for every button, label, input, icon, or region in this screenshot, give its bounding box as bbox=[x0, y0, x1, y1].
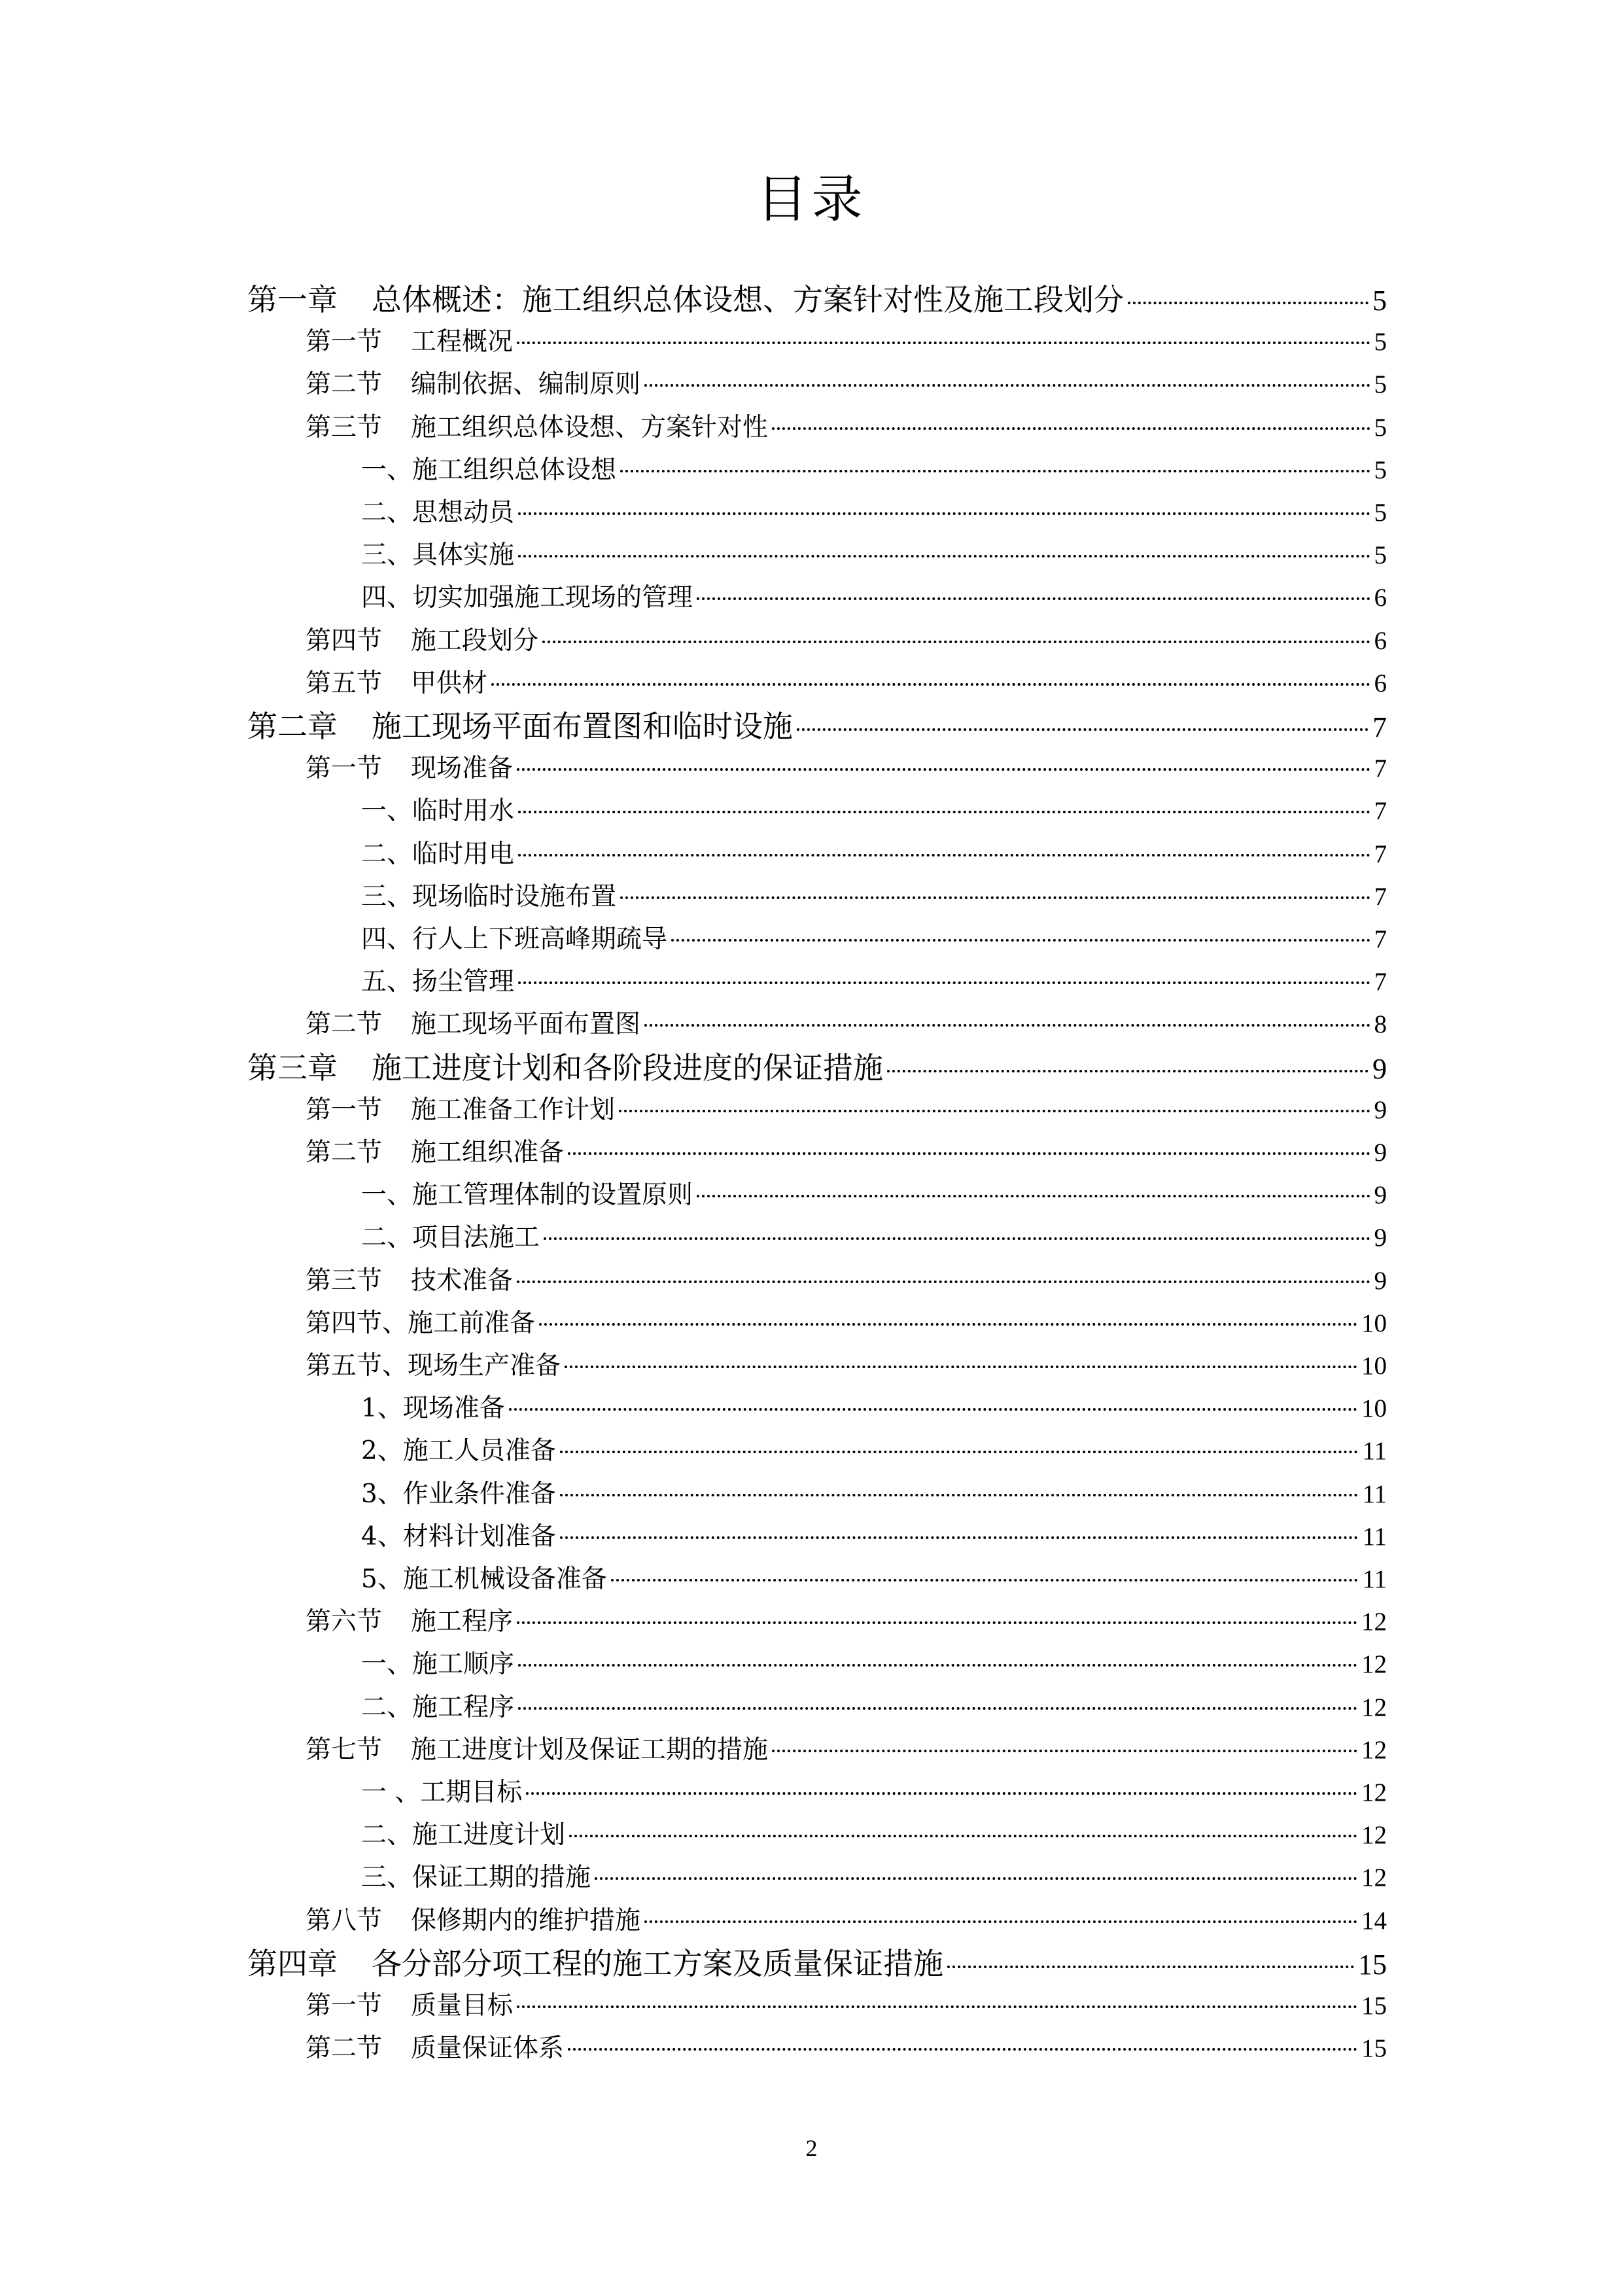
toc-entry-page: 7 bbox=[1374, 925, 1387, 953]
toc-entry-title: 二、临时用电 bbox=[361, 839, 515, 869]
dot-leader bbox=[560, 1494, 1359, 1496]
toc-entry-page: 9 bbox=[1374, 1267, 1387, 1295]
dot-leader bbox=[697, 597, 1370, 600]
toc-entry-title: 施工组织总体设想、方案针对性 bbox=[411, 413, 769, 442]
toc-entry-page: 12 bbox=[1361, 1736, 1387, 1764]
toc-entry-title: 施工进度计划及保证工期的措施 bbox=[411, 1735, 769, 1765]
toc-section[interactable] bbox=[305, 323, 1387, 362]
dot-leader bbox=[887, 1070, 1369, 1072]
toc-entry-title: 二、施工进度计划 bbox=[361, 1820, 566, 1850]
toc-section[interactable] bbox=[305, 1347, 1387, 1386]
toc-entry-page: 5 bbox=[1374, 499, 1387, 527]
toc-entry-page: 12 bbox=[1361, 1778, 1387, 1807]
toc-entry-page: 12 bbox=[1361, 1693, 1387, 1722]
toc-entry-title: 技术准备 bbox=[411, 1266, 514, 1296]
toc-entry-page: 11 bbox=[1362, 1523, 1387, 1551]
dot-leader bbox=[595, 1877, 1357, 1880]
toc-chapter[interactable] bbox=[247, 280, 1387, 319]
dot-leader bbox=[542, 641, 1370, 643]
toc-entry-title: 2、施工人员准备 bbox=[361, 1436, 556, 1466]
toc-entry-page: 5 bbox=[1374, 456, 1387, 484]
toc-entry-page: 5 bbox=[1374, 414, 1387, 442]
toc-subsection[interactable] bbox=[361, 1389, 1387, 1428]
toc-entry-title: 一 、工期目标 bbox=[361, 1778, 523, 1807]
toc-entry-page: 15 bbox=[1361, 1992, 1387, 2020]
toc-section[interactable] bbox=[305, 622, 1387, 661]
toc-entry-page: 10 bbox=[1361, 1309, 1387, 1337]
toc-subsection[interactable] bbox=[361, 920, 1387, 959]
toc-entry-page: 7 bbox=[1374, 968, 1387, 996]
toc-entry-page: 8 bbox=[1374, 1010, 1387, 1038]
page-number: 2 bbox=[805, 2135, 818, 2161]
toc-entry-title: 五、扬尘管理 bbox=[361, 967, 515, 997]
toc-subsection[interactable] bbox=[361, 835, 1387, 874]
toc-entry-title: 3、作业条件准备 bbox=[361, 1479, 556, 1509]
toc-entry-title: 施工程序 bbox=[411, 1607, 514, 1636]
toc-entry-title: 三、保证工期的措施 bbox=[361, 1863, 591, 1892]
toc-section[interactable] bbox=[305, 408, 1387, 448]
toc-section[interactable] bbox=[305, 1091, 1387, 1130]
dot-leader bbox=[491, 683, 1370, 686]
toc-entry-number: 第三章 bbox=[247, 1050, 338, 1086]
toc-entry-page: 12 bbox=[1361, 1650, 1387, 1678]
toc-entry-page: 10 bbox=[1361, 1394, 1387, 1422]
toc-subsection[interactable] bbox=[361, 1645, 1387, 1684]
toc-entry-page: 5 bbox=[1374, 541, 1387, 569]
toc-entry-page: 12 bbox=[1361, 1821, 1387, 1849]
toc-entry-title: 施工准备工作计划 bbox=[411, 1095, 616, 1125]
toc-entry-title: 1、现场准备 bbox=[361, 1394, 505, 1423]
toc-entry-page: 5 bbox=[1374, 328, 1387, 356]
toc-entry-page: 12 bbox=[1361, 1608, 1387, 1636]
toc-entry-number: 第四节 bbox=[305, 626, 383, 656]
toc-entry-title: 施工现场平面布置图 bbox=[411, 1010, 641, 1039]
toc-entry-page: 10 bbox=[1361, 1352, 1387, 1380]
toc-entry-page: 7 bbox=[1372, 711, 1387, 743]
toc-entry-number: 第三节 bbox=[305, 1266, 383, 1296]
toc-entry-title: 甲供材 bbox=[411, 669, 488, 698]
dot-leader bbox=[644, 1024, 1370, 1027]
toc-entry-page: 9 bbox=[1374, 1139, 1387, 1167]
toc-section[interactable] bbox=[305, 749, 1387, 788]
toc-entry-title: 施工进度计划和各阶段进度的保证措施 bbox=[372, 1050, 883, 1086]
toc-subsection[interactable] bbox=[361, 1176, 1387, 1215]
toc-subsection[interactable] bbox=[361, 1432, 1387, 1471]
toc-entry-title: 三、现场临时设施布置 bbox=[361, 882, 617, 911]
dot-leader bbox=[526, 1792, 1357, 1795]
toc-section[interactable] bbox=[305, 2029, 1387, 2068]
toc-entry-page: 6 bbox=[1374, 584, 1387, 612]
toc-entry-title: 二、施工程序 bbox=[361, 1693, 515, 1722]
dot-leader bbox=[1128, 302, 1369, 304]
toc-entry-title: 第四节、施工前准备 bbox=[305, 1309, 536, 1338]
dot-leader bbox=[569, 1835, 1357, 1837]
toc-entry-title: 四、切实加强施工现场的管理 bbox=[361, 583, 693, 612]
toc-subsection[interactable] bbox=[361, 578, 1387, 618]
dot-leader bbox=[620, 470, 1370, 472]
toc-entry-number: 第一节 bbox=[305, 1095, 383, 1125]
toc-entry-page: 11 bbox=[1362, 1565, 1387, 1593]
toc-entry-number: 第二节 bbox=[305, 2034, 383, 2063]
dot-leader bbox=[568, 2048, 1357, 2051]
dot-leader bbox=[518, 512, 1370, 515]
toc-subsection[interactable] bbox=[361, 792, 1387, 831]
dot-leader bbox=[697, 1195, 1370, 1197]
toc-entry-title: 第五节、现场生产准备 bbox=[305, 1351, 561, 1381]
toc-entry-page: 9 bbox=[1374, 1224, 1387, 1252]
toc-entry-number: 第二章 bbox=[247, 709, 338, 744]
dot-leader bbox=[518, 811, 1370, 813]
dot-leader bbox=[644, 1920, 1357, 1923]
toc-entry-title: 一、临时用水 bbox=[361, 796, 515, 826]
dot-leader bbox=[560, 1536, 1359, 1539]
toc-entry-title: 施工段划分 bbox=[411, 626, 539, 656]
toc-section[interactable] bbox=[305, 1304, 1387, 1343]
toc-entry-number: 第一章 bbox=[247, 282, 338, 317]
toc-entry-title: 一、施工管理体制的设置原则 bbox=[361, 1180, 693, 1210]
dot-leader bbox=[947, 1966, 1354, 1968]
dot-leader bbox=[620, 896, 1370, 899]
toc-entry-page: 7 bbox=[1374, 754, 1387, 783]
dot-leader bbox=[560, 1451, 1359, 1453]
toc-entry-page: 11 bbox=[1362, 1480, 1387, 1508]
toc-entry-number: 第五节 bbox=[305, 669, 383, 698]
toc-entry-number: 第二节 bbox=[305, 1010, 383, 1039]
toc-subsection[interactable] bbox=[361, 1517, 1387, 1557]
toc-entry-title: 三、具体实施 bbox=[361, 540, 515, 570]
toc-subsection[interactable] bbox=[361, 1218, 1387, 1258]
toc-entry-number: 第一节 bbox=[305, 754, 383, 783]
toc-entry-title: 5、施工机械设备准备 bbox=[361, 1564, 607, 1594]
toc-subsection[interactable] bbox=[361, 1858, 1387, 1898]
toc-entry-page: 15 bbox=[1358, 1949, 1387, 1981]
toc-subsection[interactable] bbox=[361, 1816, 1387, 1855]
toc-entry-title: 保修期内的维护措施 bbox=[411, 1906, 641, 1935]
dot-leader bbox=[518, 1707, 1357, 1710]
toc-subsection[interactable] bbox=[361, 493, 1387, 533]
toc-subsection[interactable] bbox=[361, 963, 1387, 1002]
toc-section[interactable] bbox=[305, 1262, 1387, 1301]
dot-leader bbox=[518, 555, 1370, 557]
toc-entry-page: 6 bbox=[1374, 669, 1387, 698]
dot-leader bbox=[772, 427, 1370, 430]
toc-section[interactable] bbox=[305, 1987, 1387, 2026]
dot-leader bbox=[568, 1152, 1370, 1155]
toc-entry-title: 二、思想动员 bbox=[361, 498, 515, 527]
toc-entry-page: 9 bbox=[1374, 1096, 1387, 1124]
toc-section[interactable] bbox=[305, 1005, 1387, 1044]
toc-entry-number: 第七节 bbox=[305, 1735, 383, 1765]
toc-section[interactable] bbox=[305, 1901, 1387, 1941]
toc-subsection[interactable] bbox=[361, 1773, 1387, 1812]
dot-leader bbox=[539, 1323, 1357, 1326]
toc-section[interactable] bbox=[305, 664, 1387, 703]
toc-entry-title: 4、材料计划准备 bbox=[361, 1522, 556, 1551]
toc-entry-number: 第一节 bbox=[305, 327, 383, 357]
toc-section[interactable] bbox=[305, 1731, 1387, 1770]
dot-leader bbox=[517, 342, 1370, 344]
toc-entry-title: 施工现场平面布置图和临时设施 bbox=[372, 709, 793, 744]
toc-entry-number: 第四章 bbox=[247, 1946, 338, 1981]
toc-entry-page: 9 bbox=[1372, 1053, 1387, 1085]
toc-entry-page: 15 bbox=[1361, 2034, 1387, 2062]
page-title: 目录 bbox=[756, 170, 867, 229]
toc-section[interactable] bbox=[305, 1602, 1387, 1642]
toc-entry-page: 7 bbox=[1374, 840, 1387, 868]
dot-leader bbox=[517, 1280, 1370, 1283]
toc-subsection[interactable] bbox=[361, 451, 1387, 490]
toc-subsection[interactable] bbox=[361, 536, 1387, 575]
dot-leader bbox=[611, 1579, 1359, 1581]
toc-entry-title: 质量目标 bbox=[411, 1991, 514, 2021]
toc-entry-title: 质量保证体系 bbox=[411, 2034, 565, 2063]
dot-leader bbox=[797, 728, 1369, 731]
toc-subsection[interactable] bbox=[361, 1688, 1387, 1727]
dot-leader bbox=[619, 1110, 1370, 1112]
toc-entry-page: 5 bbox=[1374, 370, 1387, 398]
toc-entry-title: 编制依据、编制原则 bbox=[411, 370, 641, 399]
toc-entry-number: 第二节 bbox=[305, 370, 383, 399]
toc-entry-title: 二、项目法施工 bbox=[361, 1223, 540, 1252]
toc-entry-page: 11 bbox=[1362, 1437, 1387, 1465]
dot-leader bbox=[517, 1621, 1357, 1624]
dot-leader bbox=[644, 384, 1370, 387]
toc-entry-page: 9 bbox=[1374, 1181, 1387, 1209]
toc-entry-title: 工程概况 bbox=[411, 327, 514, 357]
toc-entry-page: 6 bbox=[1374, 627, 1387, 655]
toc-entry-number: 第六节 bbox=[305, 1607, 383, 1636]
toc-entry-title: 一、施工顺序 bbox=[361, 1650, 515, 1679]
toc-subsection[interactable] bbox=[361, 877, 1387, 917]
dot-leader bbox=[518, 1664, 1357, 1667]
toc-entry-page: 14 bbox=[1361, 1907, 1387, 1935]
dot-leader bbox=[517, 768, 1370, 771]
toc-entry-page: 5 bbox=[1372, 285, 1387, 317]
toc-chapter[interactable] bbox=[247, 707, 1387, 746]
dot-leader bbox=[518, 981, 1370, 984]
toc-chapter[interactable] bbox=[247, 1944, 1387, 1983]
dot-leader bbox=[671, 939, 1370, 942]
toc-entry-title: 一、施工组织总体设想 bbox=[361, 455, 617, 485]
dot-leader bbox=[518, 854, 1370, 857]
toc-entry-title: 施工组织准备 bbox=[411, 1138, 565, 1167]
toc-entry-number: 第一节 bbox=[305, 1991, 383, 2021]
dot-leader bbox=[565, 1366, 1357, 1368]
dot-leader bbox=[772, 1750, 1357, 1752]
toc-section[interactable] bbox=[305, 365, 1387, 404]
toc-chapter[interactable] bbox=[247, 1048, 1387, 1087]
toc-entry-page: 12 bbox=[1361, 1863, 1387, 1892]
toc-entry-title: 四、行人上下班高峰期疏导 bbox=[361, 925, 668, 954]
toc-entry-page: 7 bbox=[1374, 797, 1387, 825]
dot-leader bbox=[517, 2005, 1357, 2008]
toc-entry-page: 7 bbox=[1374, 883, 1387, 911]
toc-entry-number: 第三节 bbox=[305, 413, 383, 442]
toc-subsection[interactable] bbox=[361, 1475, 1387, 1514]
toc-entry-title: 总体概述：施工组织总体设想、方案针对性及施工段划分 bbox=[372, 282, 1124, 317]
toc-subsection[interactable] bbox=[361, 1560, 1387, 1599]
dot-leader bbox=[544, 1237, 1370, 1240]
toc-entry-number: 第八节 bbox=[305, 1906, 383, 1935]
toc-entry-title: 各分部分项工程的施工方案及质量保证措施 bbox=[372, 1946, 943, 1981]
toc-section[interactable] bbox=[305, 1133, 1387, 1173]
dot-leader bbox=[509, 1408, 1357, 1411]
toc-entry-number: 第二节 bbox=[305, 1138, 383, 1167]
toc-entry-title: 现场准备 bbox=[411, 754, 514, 783]
